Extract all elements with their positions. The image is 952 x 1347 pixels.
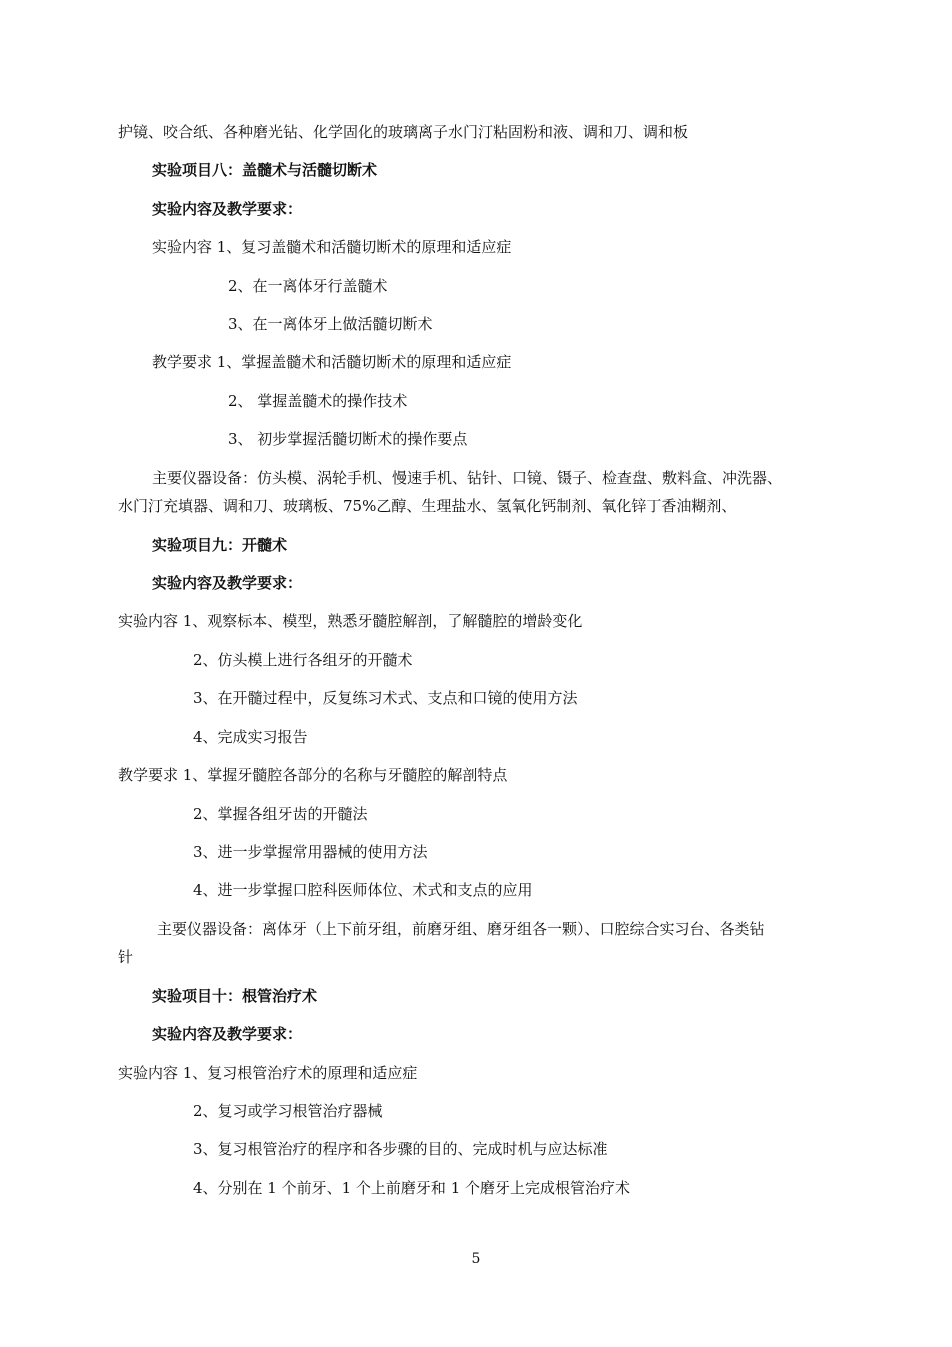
text-line: 主要仪器设备：仿头模、涡轮手机、慢速手机、钻针、口镜、镊子、检查盘、敷料盒、冲洗器、: [152, 469, 783, 487]
list-item: 3、在开髓过程中，反复练习术式、支点和口镜的使用方法: [193, 689, 578, 707]
section-heading: 实验项目八：盖髓术与活髓切断术: [152, 161, 378, 179]
text-line: 主要仪器设备：离体牙（上下前牙组，前磨牙组、磨牙组各一颗）、口腔综合实习台、各类钻: [157, 920, 765, 938]
list-item: 2、在一离体牙行盖髓术: [228, 277, 388, 295]
list-item: 2、复习或学习根管治疗器械: [193, 1102, 383, 1120]
list-item: 3、进一步掌握常用器械的使用方法: [193, 843, 428, 861]
list-item: 3、复习根管治疗的程序和各步骤的目的、完成时机与应达标准: [193, 1140, 608, 1158]
page-number: 5: [471, 1251, 481, 1267]
text-line: 实验内容 1、复习盖髓术和活髓切断术的原理和适应症: [152, 238, 512, 256]
list-item: 2、 掌握盖髓术的操作技术: [228, 392, 408, 410]
text-line: 教学要求 1、掌握牙髓腔各部分的名称与牙髓腔的解剖特点: [118, 766, 508, 784]
list-item: 2、掌握各组牙齿的开髓法: [193, 805, 368, 823]
list-item: 4、完成实习报告: [193, 728, 308, 746]
list-item: 4、进一步掌握口腔科医师体位、术式和支点的应用: [193, 881, 533, 899]
list-item: 3、在一离体牙上做活髓切断术: [228, 315, 433, 333]
section-heading: 实验项目十：根管治疗术: [152, 987, 318, 1005]
text-line: 针: [118, 948, 134, 966]
list-item: 4、分别在 1 个前牙、1 个上前磨牙和 1 个磨牙上完成根管治疗术: [193, 1179, 631, 1197]
subsection-heading: 实验内容及教学要求：: [152, 1025, 303, 1043]
text-line: 教学要求 1、掌握盖髓术和活髓切断术的原理和适应症: [152, 353, 512, 371]
subsection-heading: 实验内容及教学要求：: [152, 200, 303, 218]
text-line: 实验内容 1、观察标本、模型，熟悉牙髓腔解剖，了解髓腔的增龄变化: [118, 612, 583, 630]
section-heading: 实验项目九：开髓术: [152, 536, 288, 554]
list-item: 2、仿头模上进行各组牙的开髓术: [193, 651, 413, 669]
list-item: 3、 初步掌握活髓切断术的操作要点: [228, 430, 468, 448]
text-line: 实验内容 1、复习根管治疗术的原理和适应症: [118, 1064, 418, 1082]
subsection-heading: 实验内容及教学要求：: [152, 574, 303, 592]
text-line: 护镜、咬合纸、各种磨光钻、化学固化的玻璃离子水门汀粘固粉和液、调和刀、调和板: [118, 123, 689, 141]
text-line: 水门汀充填器、调和刀、玻璃板、75%乙醇、生理盐水、氢氧化钙制剂、氧化锌丁香油糊剂、: [118, 497, 737, 515]
